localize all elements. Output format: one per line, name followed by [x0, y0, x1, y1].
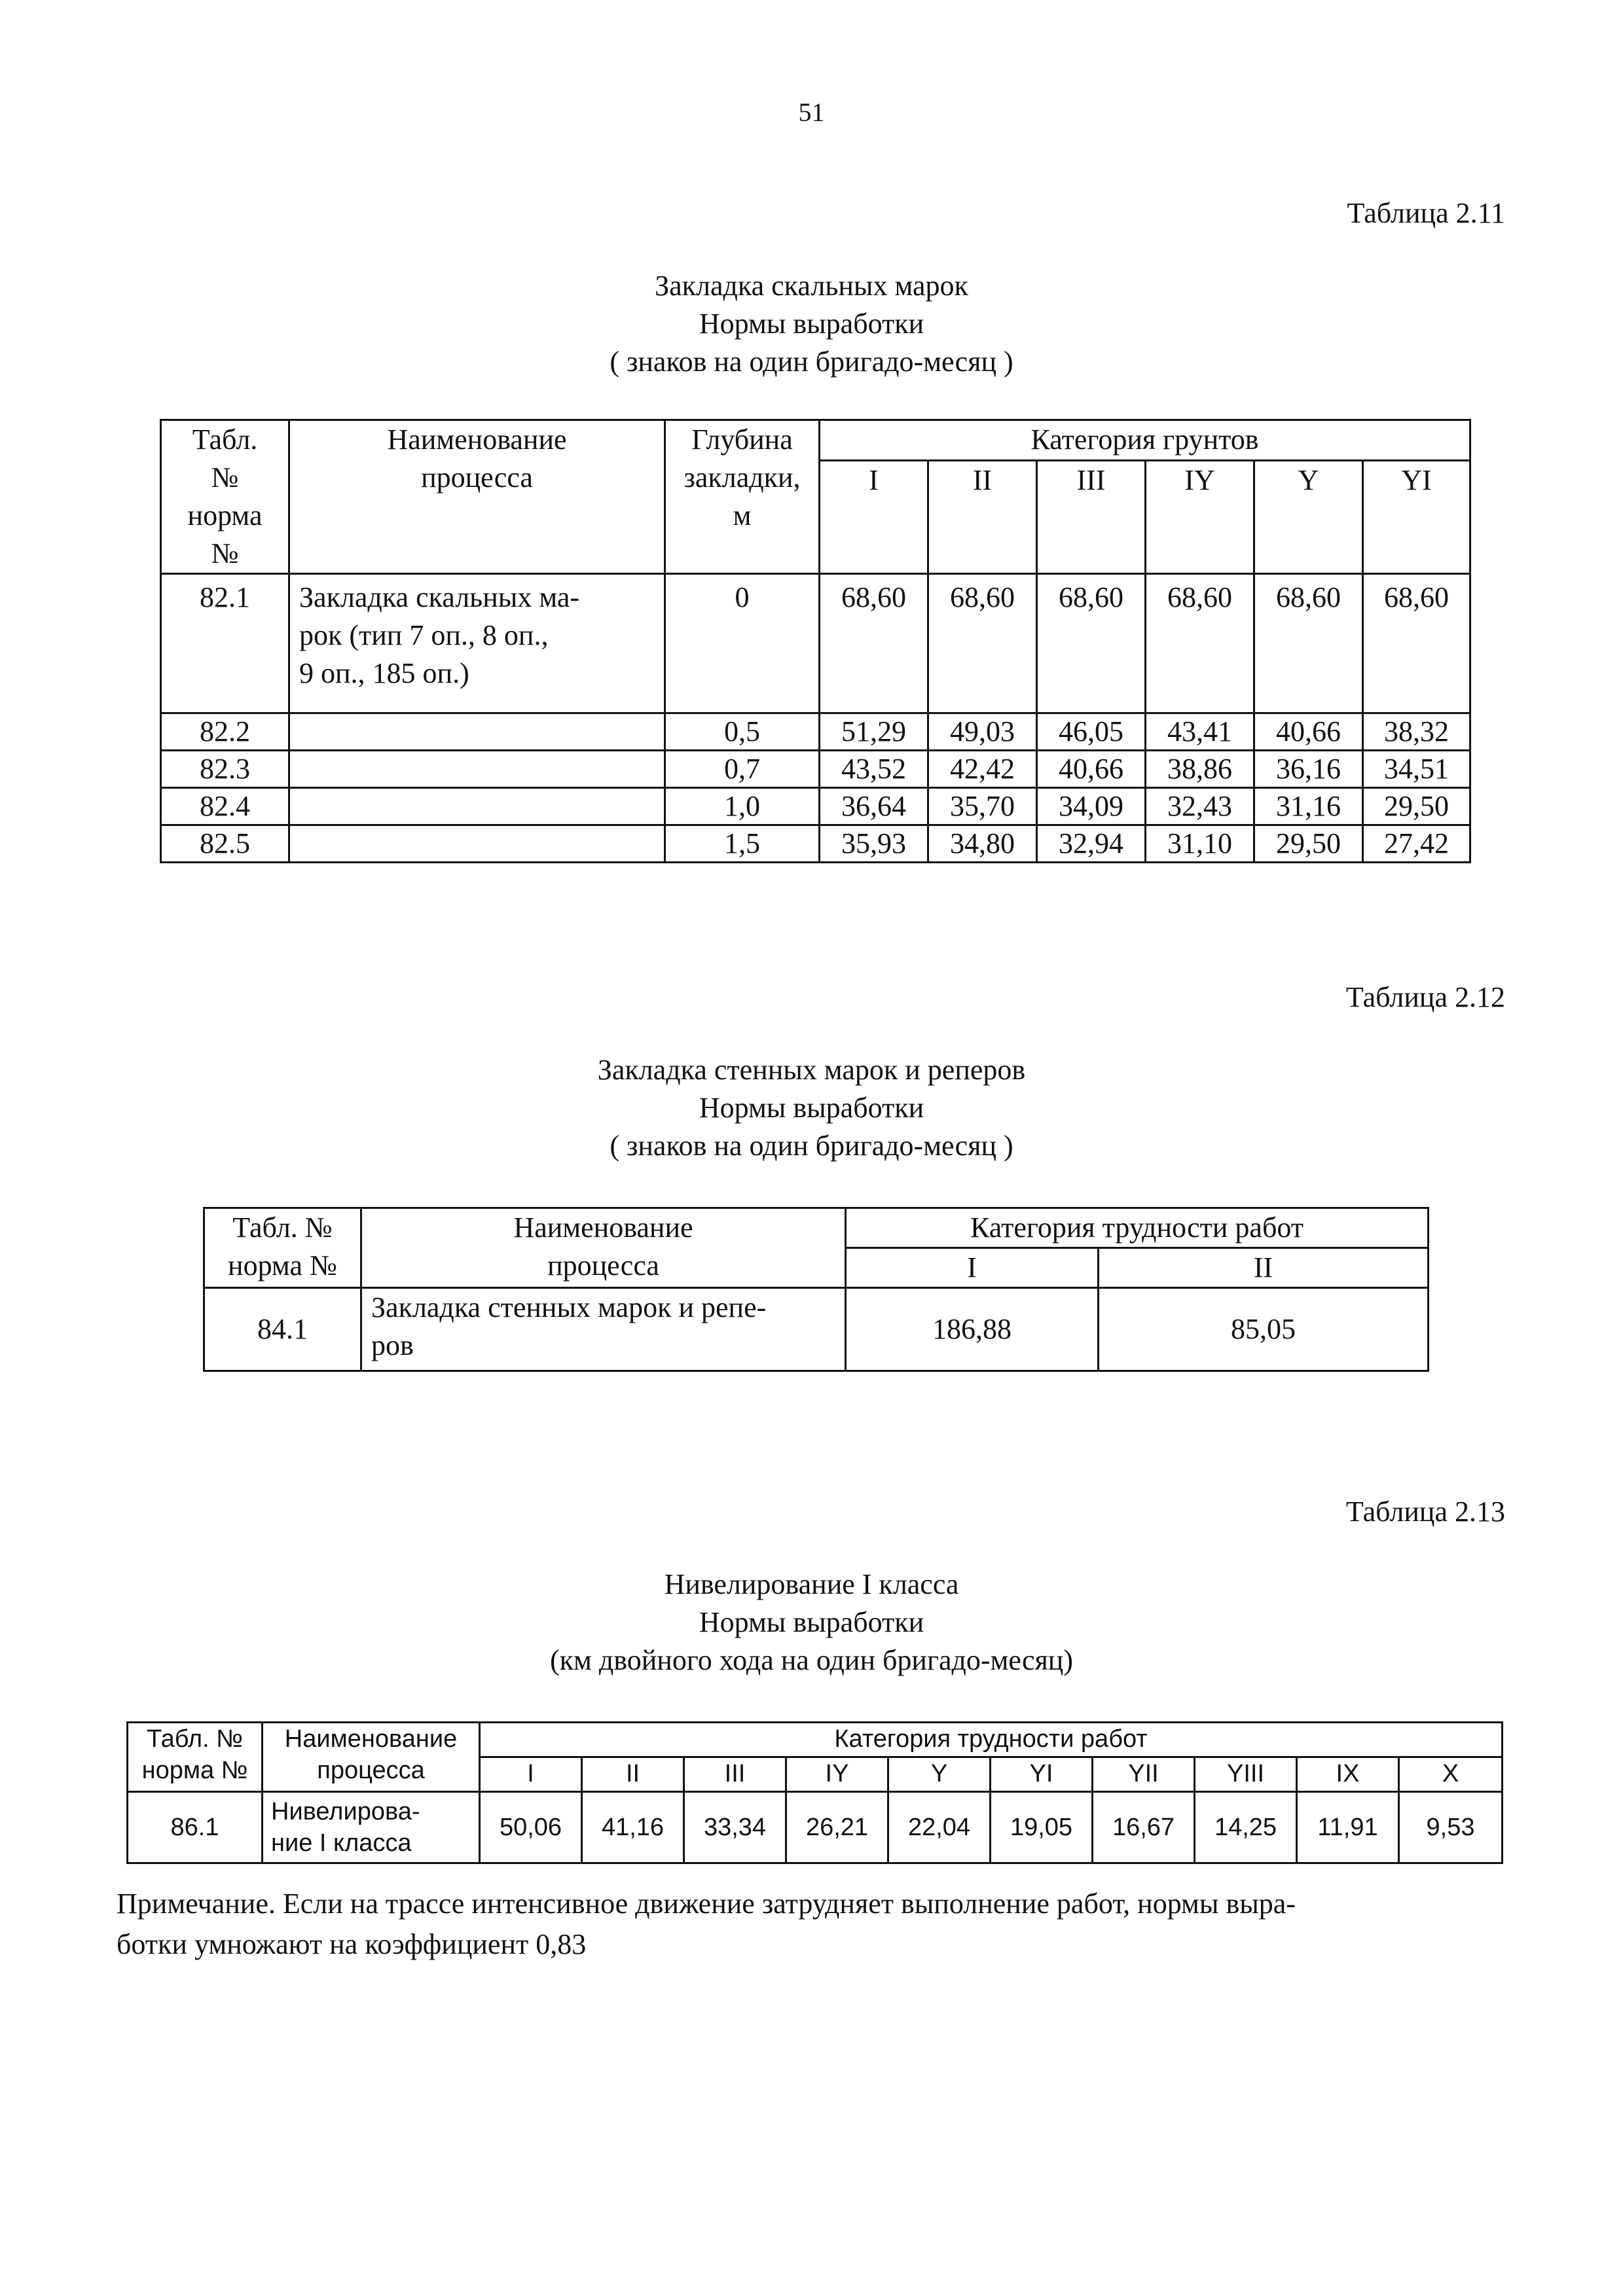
header-subcat: X [1399, 1757, 1503, 1792]
header-subcat: IX [1297, 1757, 1399, 1792]
title-line: Закладка стенных марок и реперов [597, 1054, 1026, 1086]
cell-value: 68,60 [1037, 574, 1146, 713]
header-subcat: IY [1146, 460, 1254, 573]
title-line: Нивелирование I класса [664, 1568, 959, 1600]
note-line: ботки умножают на коэффициент 0,83 [117, 1928, 587, 1960]
cell-process: Закладка скальных ма- рок (тип 7 оп., 8 оп., 9 оп., 185 оп.) [289, 574, 665, 713]
header-subcat: YIII [1195, 1757, 1297, 1792]
header-subcat: III [684, 1757, 786, 1792]
cell-value: 43,52 [820, 751, 928, 788]
header-subcat: YI [1363, 460, 1470, 573]
header-process: Наименование процесса [263, 1723, 480, 1792]
cell-value: 11,91 [1297, 1792, 1399, 1863]
cell-process [289, 713, 665, 751]
table-caption: Таблица 2.13 [1345, 1496, 1505, 1528]
cell-depth: 1,0 [665, 788, 820, 825]
header-subcat: IY [786, 1757, 888, 1792]
cell-value: 68,60 [1363, 574, 1470, 713]
table-row [161, 574, 1470, 713]
header-norm: Табл. № норма № [161, 420, 289, 574]
header-depth: Глубина закладки, м [665, 420, 820, 574]
cell-depth: 1,5 [665, 825, 820, 863]
cell-process [289, 788, 665, 825]
header-process: Наименование процесса [361, 1208, 846, 1288]
note-line: Примечание. Если на трассе интенсивное движение затрудняет выполнение работ, нормы выра- [117, 1888, 1296, 1920]
header-category: Категория трудности работ [480, 1723, 1503, 1757]
table-caption: Таблица 2.11 [1347, 197, 1505, 229]
cell-norm: 86.1 [128, 1792, 263, 1863]
cell-value: 34,09 [1037, 788, 1146, 825]
cell-norm: 82.3 [161, 751, 289, 788]
cell-value: 50,06 [480, 1792, 582, 1863]
cell-value: 34,80 [928, 825, 1037, 863]
title-line: Закладка скальных марок [655, 270, 968, 302]
cell-value: 68,60 [1146, 574, 1254, 713]
cell-value: 186,88 [846, 1288, 1099, 1371]
table-title [0, 1051, 1623, 1165]
header-subcat: YII [1093, 1757, 1195, 1792]
cell-value: 35,70 [928, 788, 1037, 825]
cell-process: Закладка стенных марок и репе- ров [361, 1288, 846, 1371]
title-line: (км двойного хода на один бригадо-месяц) [549, 1644, 1074, 1676]
cell-value: 33,34 [684, 1792, 786, 1863]
header-subcat: III [1037, 460, 1146, 573]
table-row [161, 825, 1470, 863]
header-subcat: II [582, 1757, 684, 1792]
cell-depth: 0,7 [665, 751, 820, 788]
header-norm: Табл. № норма № [204, 1208, 361, 1288]
table-title [0, 267, 1623, 381]
cell-norm: 82.5 [161, 825, 289, 863]
cell-value: 19,05 [991, 1792, 1093, 1863]
cell-value: 46,05 [1037, 713, 1146, 751]
page-number: 51 [798, 98, 825, 127]
cell-value: 40,66 [1037, 751, 1146, 788]
cell-value: 26,21 [786, 1792, 888, 1863]
header-subcat: I [480, 1757, 582, 1792]
table-caption: Таблица 2.12 [1345, 981, 1505, 1013]
header-norm: Табл. № норма № [128, 1723, 263, 1792]
cell-depth: 0 [665, 574, 820, 713]
title-line: Нормы выработки [699, 1092, 924, 1124]
title-line: Нормы выработки [699, 308, 924, 340]
header-subcat: Y [888, 1757, 991, 1792]
table-row [161, 788, 1470, 825]
table-row [128, 1792, 1503, 1863]
cell-value: 43,41 [1146, 713, 1254, 751]
cell-value: 51,29 [820, 713, 928, 751]
header-subcat: Y [1254, 460, 1363, 573]
table-title [0, 1566, 1623, 1679]
cell-process [289, 825, 665, 863]
cell-norm: 82.2 [161, 713, 289, 751]
header-subcat: II [1099, 1248, 1429, 1288]
title-line: ( знаков на один бригадо-месяц ) [610, 346, 1013, 378]
title-line: ( знаков на один бригадо-месяц ) [610, 1130, 1013, 1162]
note [117, 1884, 1504, 1965]
cell-value: 22,04 [888, 1792, 991, 1863]
table-row [161, 751, 1470, 788]
cell-norm: 84.1 [204, 1288, 361, 1371]
header-category: Категория трудности работ [846, 1208, 1429, 1248]
cell-norm: 82.1 [161, 574, 289, 713]
cell-value: 29,50 [1254, 825, 1363, 863]
cell-value: 41,16 [582, 1792, 684, 1863]
cell-norm: 82.4 [161, 788, 289, 825]
cell-value: 36,16 [1254, 751, 1363, 788]
header-process: Наименование процесса [289, 420, 665, 574]
header-subcat: I [846, 1248, 1099, 1288]
norms-table-2-12 [203, 1207, 1429, 1372]
title-line: Нормы выработки [699, 1606, 924, 1638]
header-subcat: II [928, 460, 1037, 573]
cell-value: 9,53 [1399, 1792, 1503, 1863]
cell-value: 38,86 [1146, 751, 1254, 788]
cell-process [289, 751, 665, 788]
cell-value: 38,32 [1363, 713, 1470, 751]
header-subcat: YI [991, 1757, 1093, 1792]
cell-value: 32,43 [1146, 788, 1254, 825]
cell-value: 29,50 [1363, 788, 1470, 825]
cell-value: 35,93 [820, 825, 928, 863]
norms-table-2-13 [126, 1721, 1503, 1864]
table-row [204, 1288, 1429, 1371]
cell-value: 49,03 [928, 713, 1037, 751]
header-category: Категория грунтов [820, 420, 1470, 461]
cell-value: 68,60 [820, 574, 928, 713]
cell-value: 36,64 [820, 788, 928, 825]
cell-value: 31,16 [1254, 788, 1363, 825]
cell-value: 31,10 [1146, 825, 1254, 863]
cell-value: 34,51 [1363, 751, 1470, 788]
cell-value: 40,66 [1254, 713, 1363, 751]
norms-table-2-11 [160, 419, 1471, 863]
cell-value: 68,60 [1254, 574, 1363, 713]
cell-value: 42,42 [928, 751, 1037, 788]
cell-value: 16,67 [1093, 1792, 1195, 1863]
cell-value: 68,60 [928, 574, 1037, 713]
header-subcat: I [820, 460, 928, 573]
cell-value: 85,05 [1099, 1288, 1429, 1371]
cell-value: 14,25 [1195, 1792, 1297, 1863]
cell-value: 32,94 [1037, 825, 1146, 863]
cell-value: 27,42 [1363, 825, 1470, 863]
cell-process: Нивелирова- ние I класса [263, 1792, 480, 1863]
table-row [161, 713, 1470, 751]
cell-depth: 0,5 [665, 713, 820, 751]
